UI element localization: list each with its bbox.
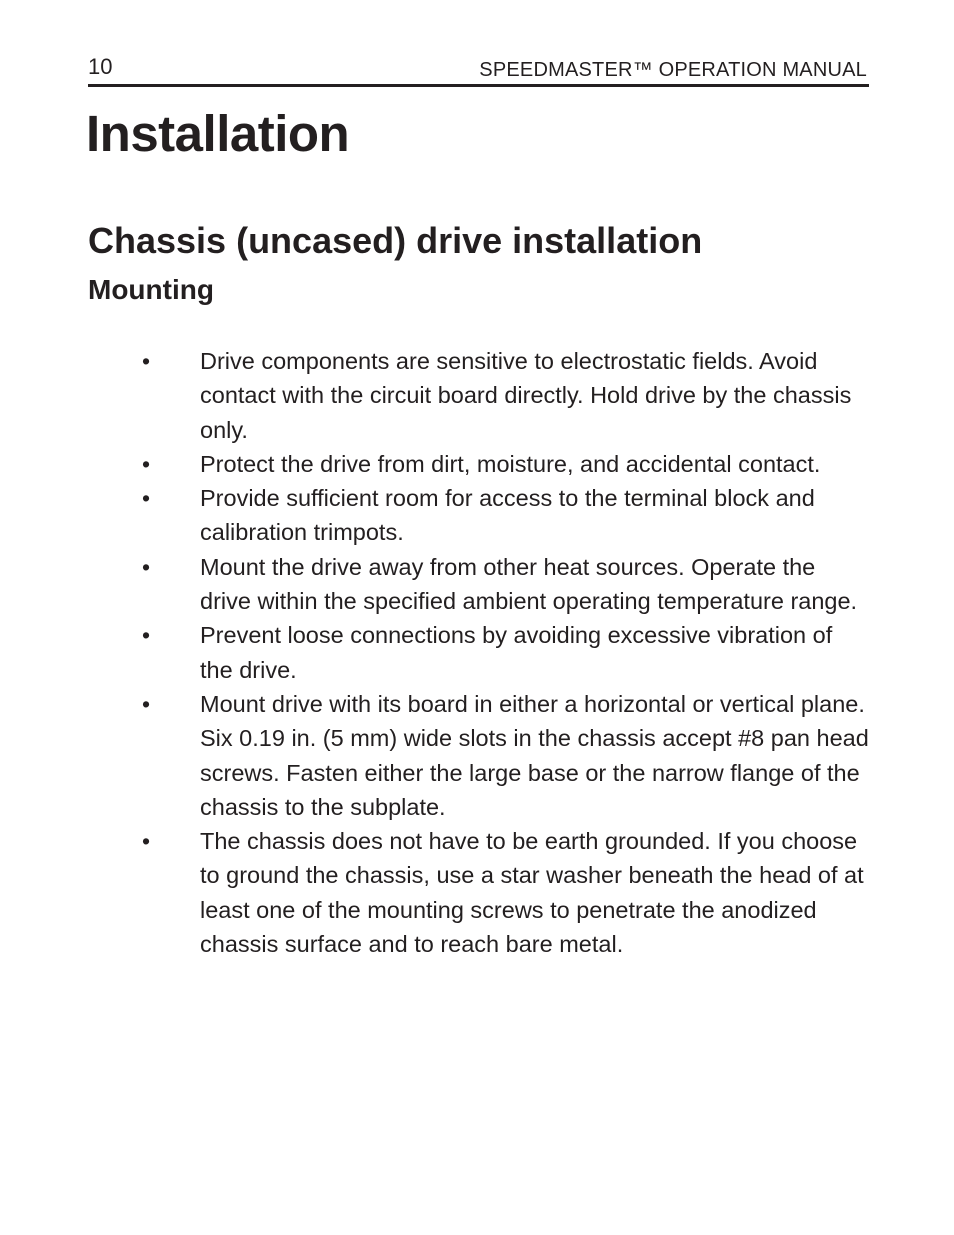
section-title: Chassis (uncased) drive installation: [88, 220, 703, 261]
page-number: 10: [88, 54, 113, 79]
page-title: Installation: [86, 105, 350, 162]
bullet-text: Drive components are sensitive to electrostatic fields. Avoid contact with the circuit board directly. Hold drive by the chassis only.: [200, 348, 852, 443]
bullet-item-mounting-plane: [0, 687, 870, 824]
bullet-icon: •: [142, 450, 151, 477]
bullet-text: Mount drive with its board in either a horizontal or vertical plane. Six 0.19 in. (5 mm) wide slots in the chassis accept #8 pan head screws. Fasten either the large base or the narrow flange of the chassis to the subplate.: [200, 690, 869, 820]
subsection-title: Mounting: [88, 274, 214, 305]
bullet-text: Prevent loose connections by avoiding excessive vibration of the drive.: [200, 622, 833, 683]
bullet-text: Provide sufficient room for access to the terminal block and calibration trimpots.: [200, 485, 815, 546]
bullet-icon: •: [142, 622, 151, 649]
bullet-item-electrostatic: [0, 344, 870, 447]
bullet-icon: •: [142, 485, 151, 512]
mounting-bullet-list: [0, 344, 954, 961]
bullet-item-access: [0, 481, 870, 550]
page-header: [88, 52, 869, 87]
bullet-text: Mount the drive away from other heat sources. Operate the drive within the specified ambient operating temperature range.: [200, 553, 858, 615]
bullet-item-heat: [0, 550, 870, 619]
bullet-item-protect: [0, 447, 870, 481]
bullet-icon: •: [142, 828, 151, 855]
bullet-text: Protect the drive from dirt, moisture, and accidental contact.: [200, 450, 821, 477]
bullet-icon: •: [142, 348, 151, 374]
bullet-text: The chassis does not have to be earth grounded. If you choose to ground the chassis, use a star washer beneath the head of at least one of the mounting screws to penetrate the anodized chassis surface and to reach bare metal.: [200, 828, 864, 958]
manual-title: SPEEDMASTER™ OPERATION MANUAL: [479, 59, 867, 81]
bullet-icon: •: [142, 690, 151, 717]
bullet-icon: •: [142, 553, 151, 580]
bullet-item-grounding: [0, 824, 870, 961]
bullet-item-vibration: [0, 618, 870, 687]
